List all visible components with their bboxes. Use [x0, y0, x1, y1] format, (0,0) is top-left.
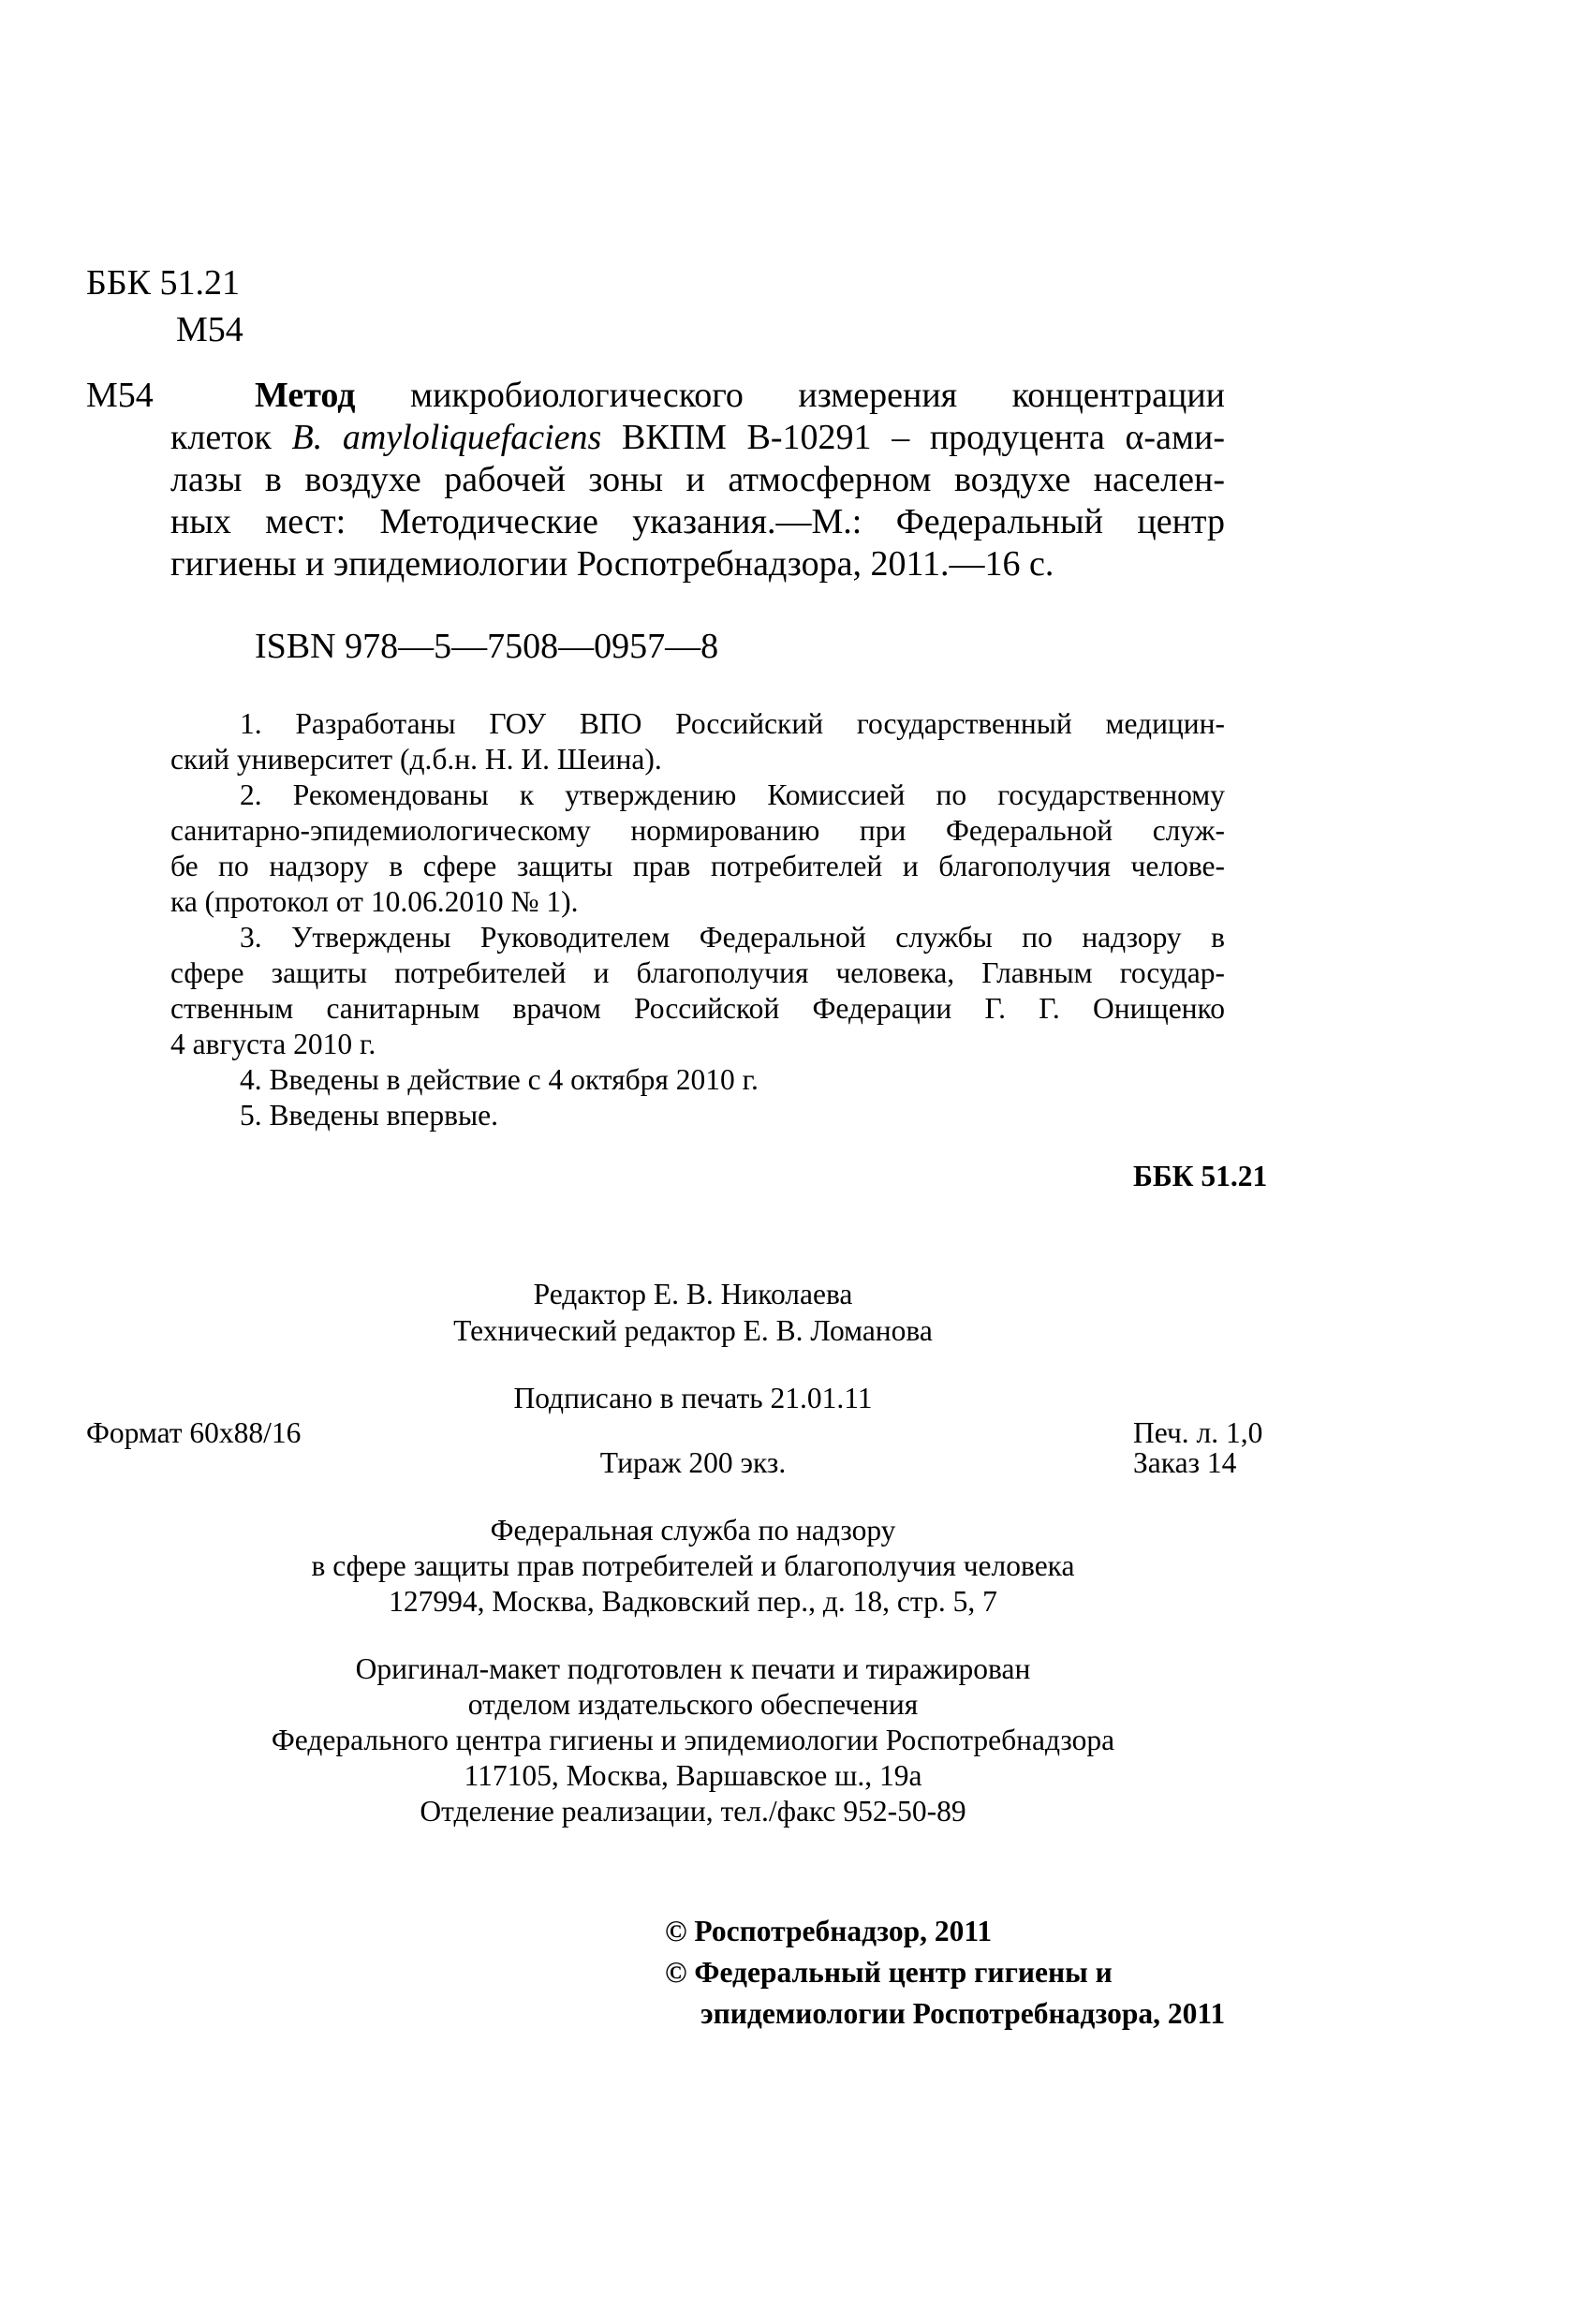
isbn: ISBN 978—5—7508—0957—8: [255, 627, 719, 666]
publisher-address: 127994, Москва, Вадковский пер., д. 18, стр. 5, 7: [389, 1585, 997, 1618]
layout-address: 117105, Москва, Варшавское ш., 19а: [464, 1759, 922, 1792]
copyright-line: © Федеральный центр гигиены и: [665, 1956, 1113, 1989]
publisher-line: в сфере защиты прав потребителей и благополучия человека: [311, 1549, 1075, 1582]
credit-line: ка (протокол от 10.06.2010 № 1).: [170, 885, 579, 918]
credit-line: сфере защиты потребителей и благополучия человека, Главным государ-: [170, 956, 1225, 989]
layout-line: отделом издательского обеспечения: [467, 1688, 919, 1721]
layout-line: Оригинал-макет подготовлен к печати и тиражирован: [355, 1652, 1031, 1685]
bbk-code-top: ББК 51.21: [86, 263, 240, 303]
bbk-code-bottom: ББК 51.21: [1133, 1160, 1268, 1192]
editor: Редактор Е. В. Николаева: [533, 1278, 853, 1310]
entry-line-2: клеток B. amyloliquefaciens ВКПМ В-10291 – продуцента α-ами-: [170, 418, 1225, 457]
copyright-line: эпидемиологии Роспотребнадзора, 2011: [700, 1997, 1226, 2030]
publisher-line: Федеральная служба по надзору: [490, 1514, 896, 1547]
credit-line: санитарно-эпидемиологическому нормированию при Федеральной служ-: [170, 814, 1225, 847]
species-name: B. amyloliquefaciens: [291, 418, 602, 457]
print-run: Тираж 200 экз.: [599, 1446, 787, 1479]
print-format: Формат 60х88/16: [86, 1416, 302, 1449]
entry-line-3: лазы в воздухе рабочей зоны и атмосферном воздухе населен-: [170, 460, 1225, 499]
entry-line-1: Метод микробиологического измерения концентрации: [255, 376, 1226, 415]
credit-line: 3. Утверждены Руководителем Федеральной службы по надзору в: [240, 921, 1225, 954]
credit-line: 2. Рекомендованы к утверждению Комиссией по государственному: [240, 778, 1225, 811]
entry-line-4: ных мест: Методические указания.—М.: Федеральный центр: [170, 502, 1225, 541]
order-number: Заказ 14: [1133, 1446, 1237, 1479]
credit-line: ский университет (д.б.н. Н. И. Шеина).: [170, 743, 662, 776]
credit-line: ственным санитарным врачом Российской Федерации Г. Г. Онищенко: [170, 992, 1225, 1025]
author-sign-top: М54: [176, 310, 243, 349]
author-sign: М54: [86, 376, 154, 415]
credit-line: бе по надзору в сфере защиты прав потребителей и благополучия челове-: [170, 850, 1225, 882]
entry-title-word: Метод: [255, 376, 356, 415]
credit-line: 1. Разработаны ГОУ ВПО Российский государственный медицин-: [240, 707, 1225, 740]
sales-contact: Отделение реализации, тел./факс 952-50-89: [420, 1795, 966, 1828]
credit-line: 4 августа 2010 г.: [170, 1028, 376, 1060]
credit-line: 4. Введены в действие с 4 октября 2010 г.: [240, 1063, 759, 1096]
copyright-line: © Роспотребнадзор, 2011: [665, 1915, 993, 1947]
printed-sheets: Печ. л. 1,0: [1133, 1416, 1263, 1449]
credit-line: 5. Введены впервые.: [240, 1099, 499, 1132]
layout-line: Федерального центра гигиены и эпидемиологии Роспотребнадзора: [271, 1724, 1115, 1756]
entry-line-5: гигиены и эпидемиологии Роспотребнадзора, 2011.—16 с.: [170, 544, 1054, 584]
signed-for-print: Подписано в печать 21.01.11: [513, 1382, 873, 1414]
tech-editor: Технический редактор Е. В. Ломанова: [453, 1314, 933, 1347]
